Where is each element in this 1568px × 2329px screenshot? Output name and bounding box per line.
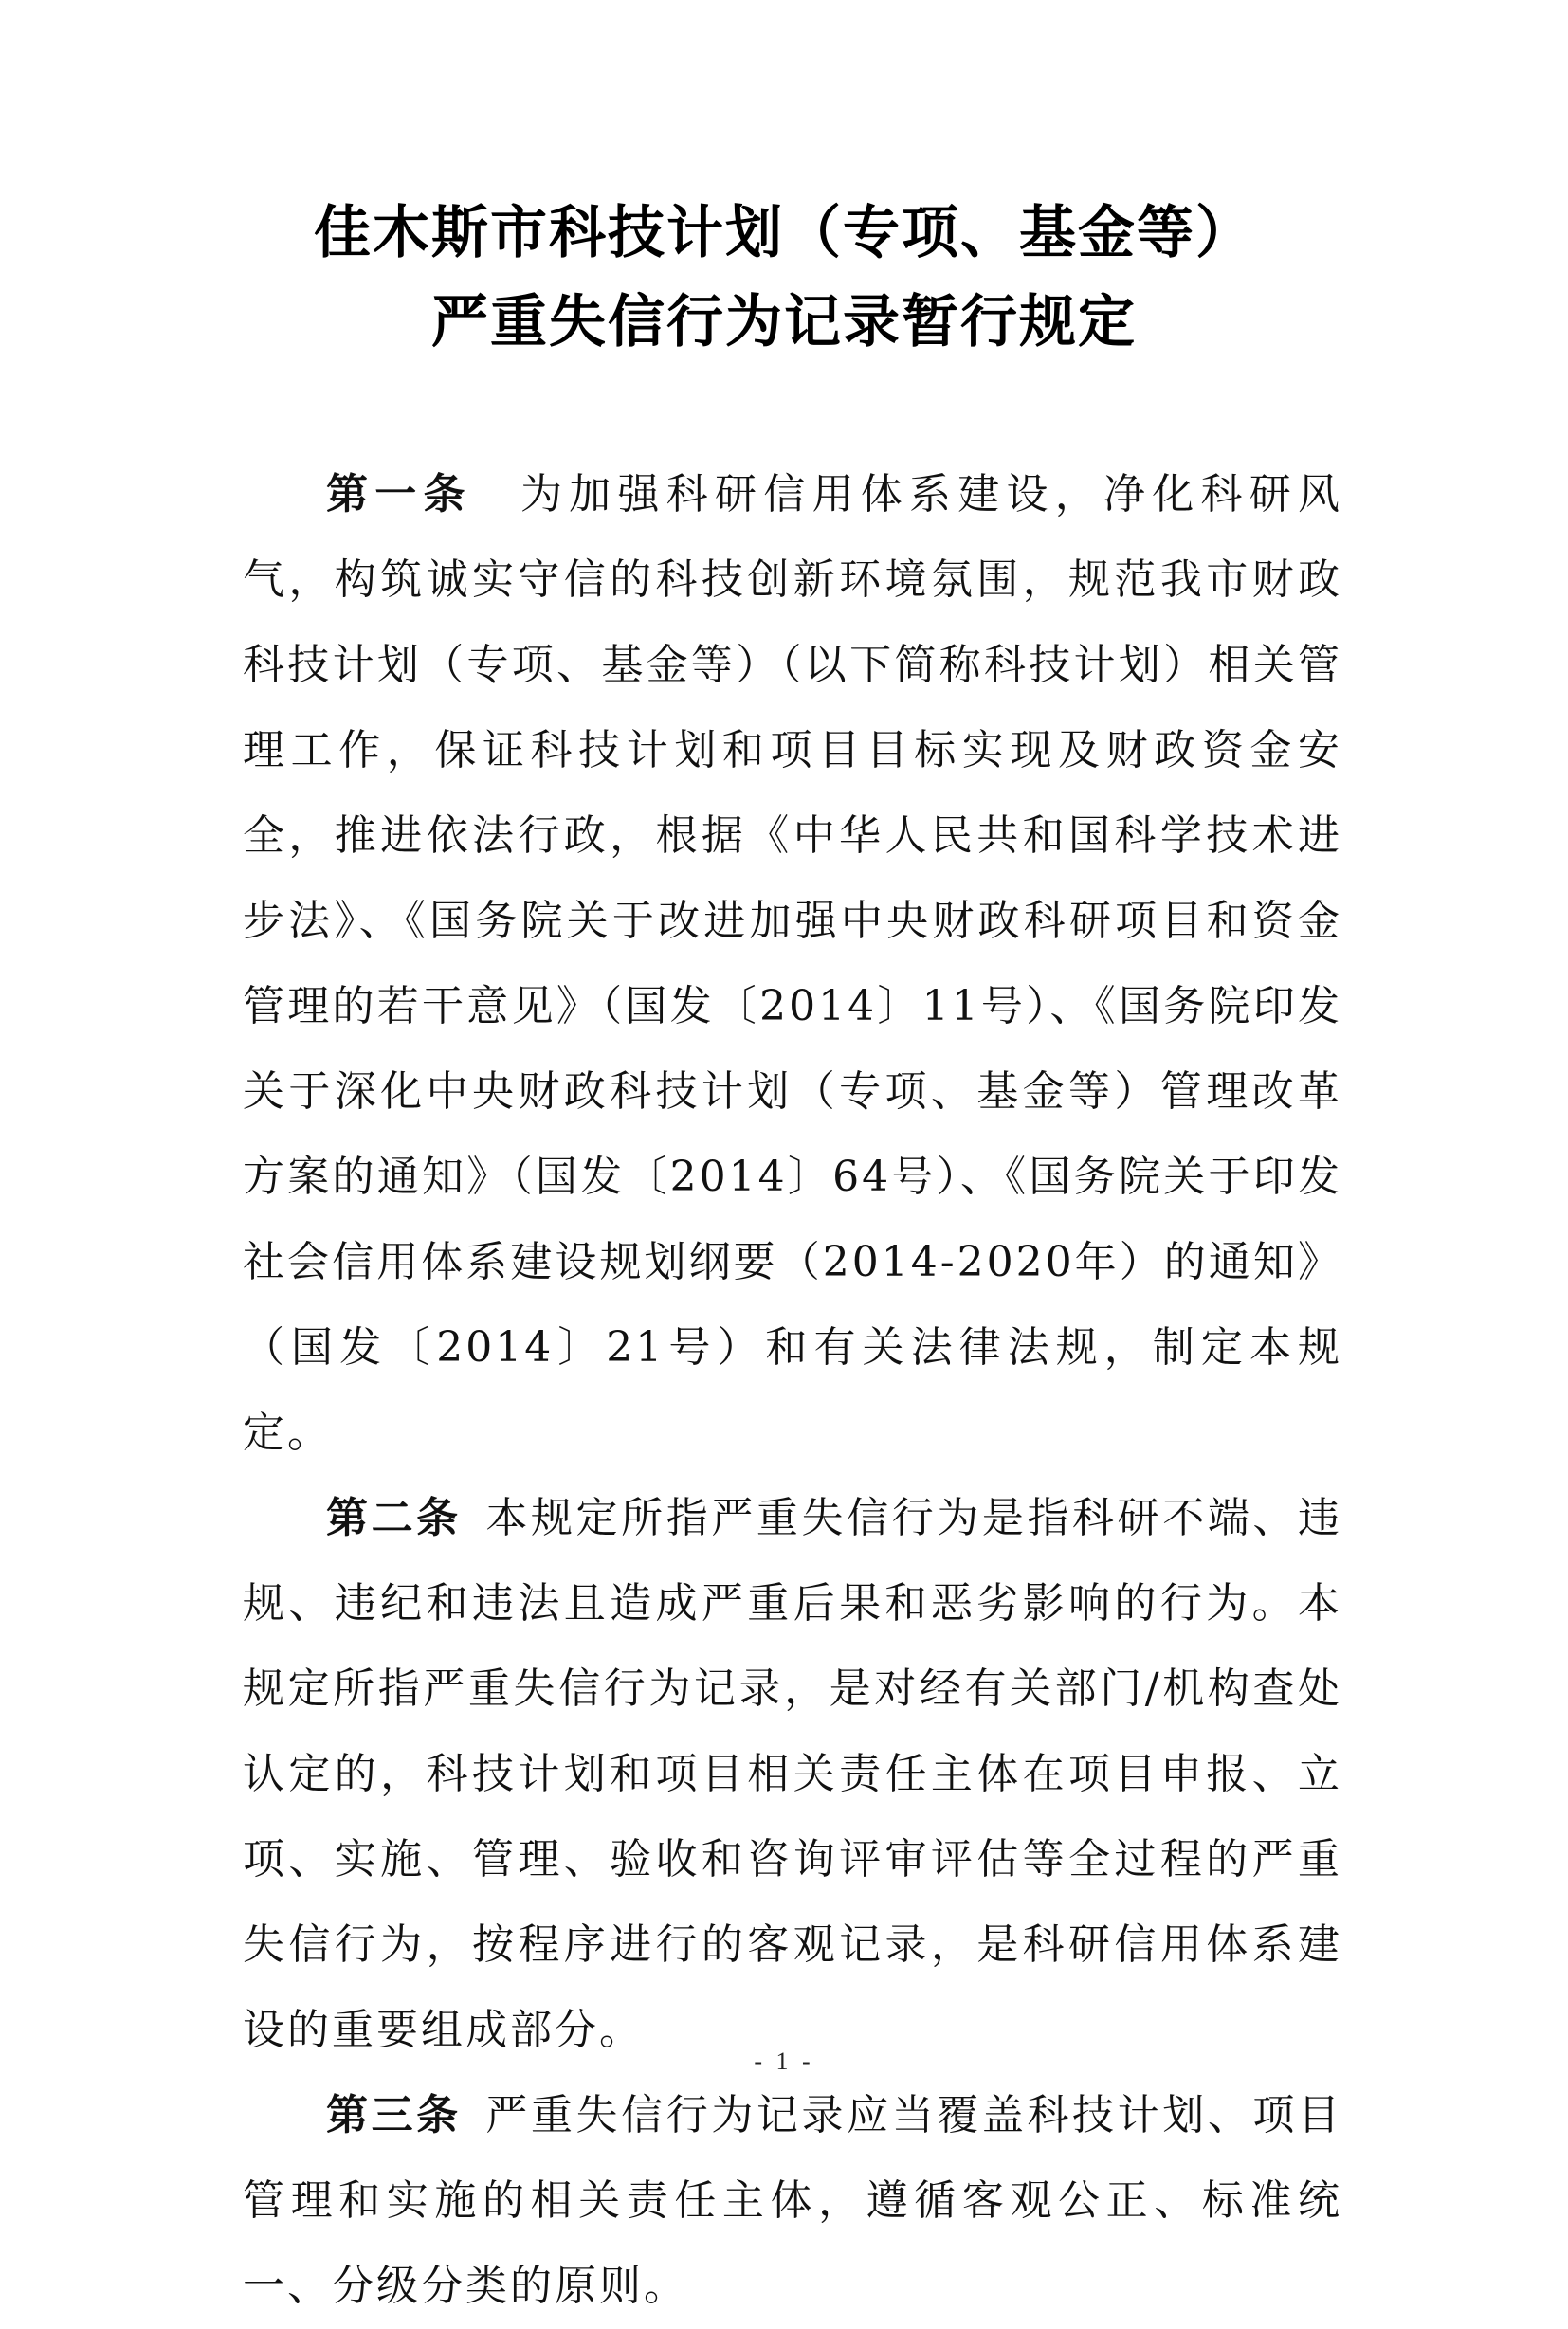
document-title-line2: 严重失信行为记录暂行规定	[431, 289, 1137, 355]
document-title-line1: 佳木斯市科技计划（专项、基金等）	[314, 200, 1254, 266]
article-2-label: 第二条	[326, 1494, 462, 1542]
article-3-text: 严重失信行为记录应当覆盖科技计划、项目管理和实施的相关责任主体，遵循客观公正、标准统一、分级分类的原则。	[243, 2091, 1343, 2310]
article-2-paragraph	[243, 1476, 1342, 2073]
article-3-label: 第三条	[326, 2091, 462, 2139]
article-2-text: 本规定所指严重失信行为是指科研不端、违规、违纪和违法且造成严重后果和恶劣影响的行为。本规定所指严重失信行为记录，是对经有关部门/机构查处认定的，科技计划和项目相关责任主体在项目申报、立项、实施、管理、验收和咨询评审评估等全过程的严重失信行为，按程序进行的客观记录，是科研信用体系建设的重要组成部分。	[243, 1494, 1343, 2054]
article-3-paragraph	[243, 2073, 1342, 2329]
article-1-label: 第一条	[326, 470, 472, 519]
page-number: - 1 -	[754, 2047, 814, 2075]
article-1-text: 为加强科研信用体系建设，净化科研风气，构筑诚实守信的科技创新环境氛围，规范我市财政科技计划（专项、基金等）（以下简称科技计划）相关管理工作，保证科技计划和项目目标实现及财政资金安全，推进依法行政，根据《中华人民共和国科学技术进步法》、《国务院关于改进加强中央财政科研项目和资金管理的若干意见》（国发〔2014〕11号）、《国务院印发关于深化中央财政科技计划（专项、基金等）管理改革方案的通知》（国发〔2014〕64号）、《国务院关于印发社会信用体系建设规划纲要（2014-2020年）的通知》（国发〔2014〕21号）和有关法律法规，制定本规定。	[243, 470, 1342, 1457]
article-1-paragraph	[243, 452, 1342, 1476]
